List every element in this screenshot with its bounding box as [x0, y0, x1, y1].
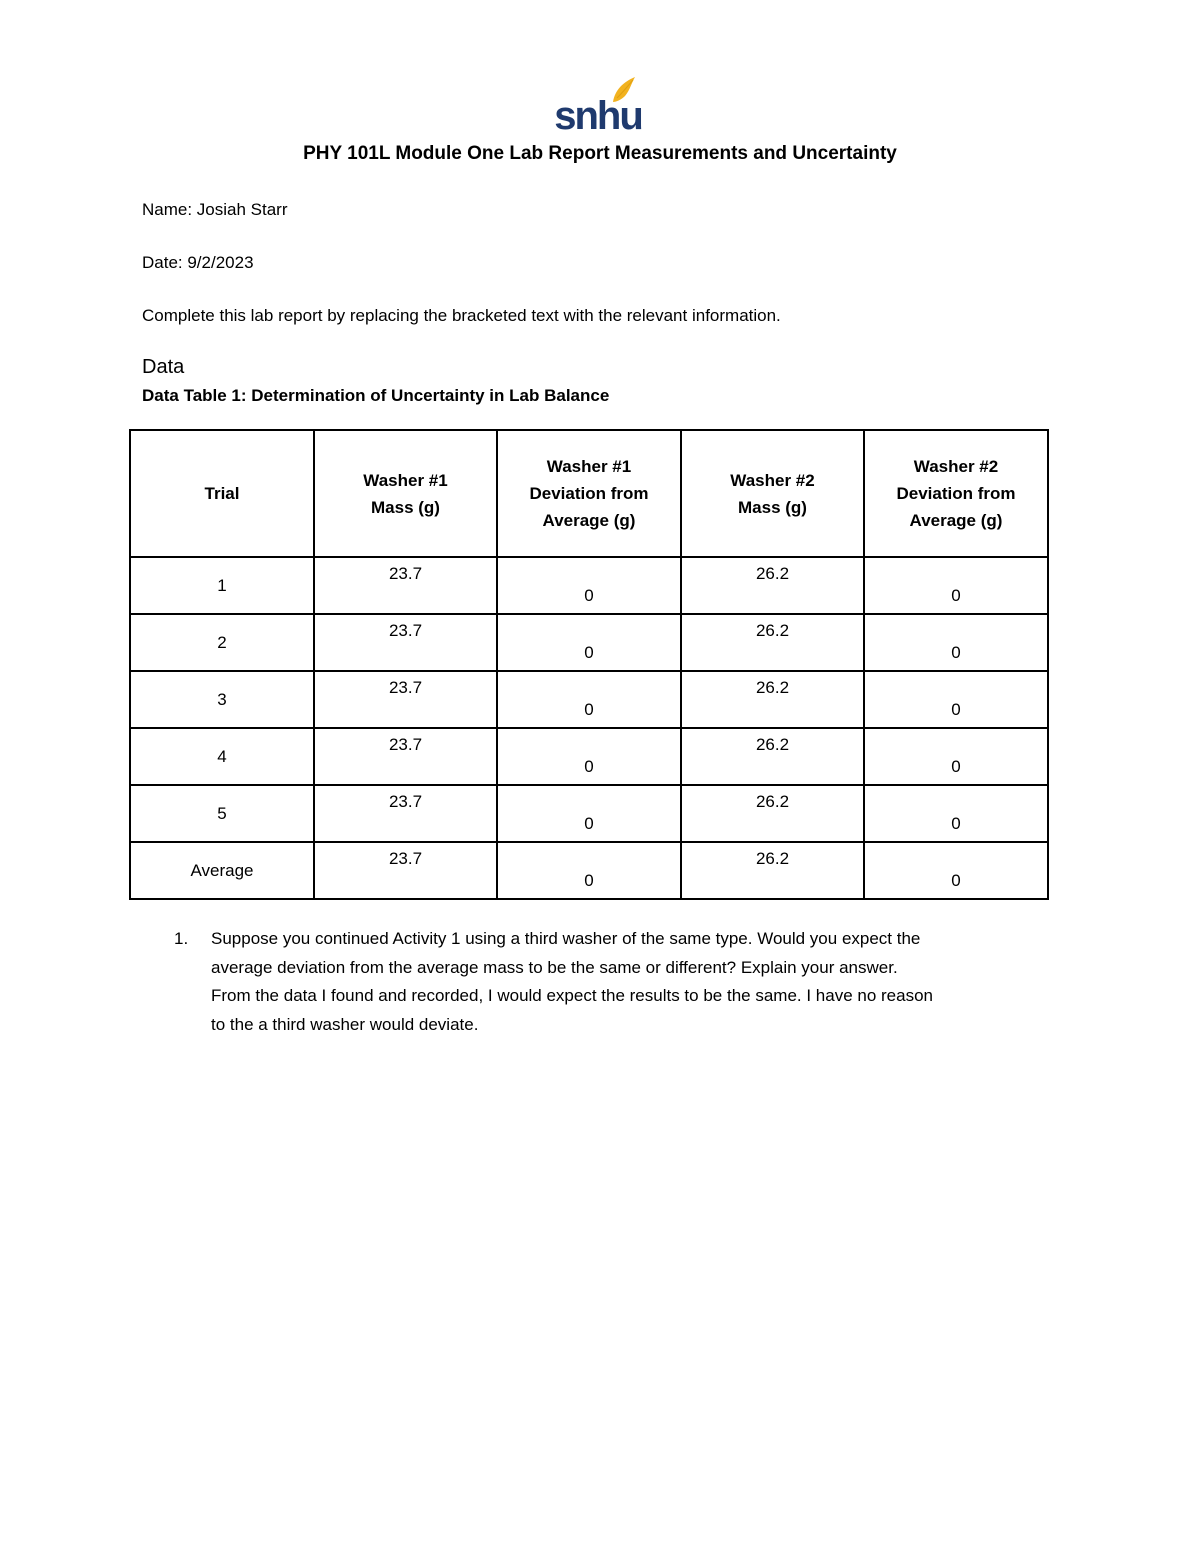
header-line: Average (g): [542, 511, 636, 530]
washer1-mass-value: 23.7: [388, 849, 423, 868]
question-line: average deviation from the average mass to be the same or different? Explain your answer.: [211, 957, 898, 977]
page-title: PHY 101L Module One Lab Report Measurements and Uncertainty: [303, 143, 897, 164]
snhu-logo: [553, 72, 643, 134]
washer1-mass-cell: [314, 671, 497, 728]
header-washer1-deviation: [497, 430, 681, 557]
washer1-mass-cell: [314, 785, 497, 842]
washer2-mass-cell: [681, 728, 864, 785]
washer2-deviation-cell: [864, 785, 1048, 842]
washer2-deviation-cell: [864, 842, 1048, 899]
washer1-mass-value: 23.7: [388, 621, 423, 640]
question-number: 1.: [174, 929, 189, 948]
washer2-deviation-value: 0: [951, 700, 961, 719]
question-1: [174, 925, 1074, 1039]
answer-line: to the a third washer would deviate.: [211, 1014, 479, 1034]
washer1-mass-value: 23.7: [388, 678, 423, 697]
washer2-deviation-value: 0: [951, 814, 961, 833]
trial-cell: 3: [130, 671, 314, 728]
washer1-deviation-value: 0: [584, 586, 594, 605]
table-row: [130, 557, 1048, 614]
washer1-deviation-cell: [497, 842, 681, 899]
table-row-average: [130, 842, 1048, 899]
washer1-deviation-cell: [497, 614, 681, 671]
trial-cell: 5: [130, 785, 314, 842]
header-washer2-mass: [681, 430, 864, 557]
header-line: Deviation from: [529, 484, 649, 503]
trial-cell: 2: [130, 614, 314, 671]
washer2-mass-value: 26.2: [755, 564, 790, 583]
washer2-mass-cell: [681, 557, 864, 614]
washer2-mass-value: 26.2: [755, 792, 790, 811]
header-line: Washer #2: [913, 457, 999, 476]
name-line: Name: Josiah Starr: [142, 200, 288, 219]
washer1-mass-value: 23.7: [388, 792, 423, 811]
header-washer2-deviation: [864, 430, 1048, 557]
header-line: Washer #1: [363, 470, 448, 490]
question-body: [211, 925, 1074, 1039]
washer2-deviation-cell: [864, 614, 1048, 671]
washer1-mass-cell: [314, 557, 497, 614]
header-washer1-mass: [314, 430, 497, 557]
washer2-mass-cell: [681, 671, 864, 728]
washer2-mass-value: 26.2: [755, 849, 790, 868]
trial-cell: 1: [130, 557, 314, 614]
header-trial-line: Trial: [204, 484, 240, 503]
header-line: Mass (g): [738, 497, 807, 517]
washer1-deviation-cell: [497, 785, 681, 842]
washer2-deviation-value: 0: [951, 586, 961, 605]
washer1-deviation-value: 0: [584, 871, 594, 890]
table-row: [130, 728, 1048, 785]
header-line: Average (g): [909, 511, 1003, 530]
washer2-deviation-cell: [864, 557, 1048, 614]
trial-cell: 4: [130, 728, 314, 785]
header-trial: [130, 430, 314, 557]
table-caption: Data Table 1: Determination of Uncertainty in Lab Balance: [142, 386, 610, 405]
header-line: Washer #2: [730, 470, 815, 490]
header-line: Washer #1: [546, 457, 632, 476]
instructions-text: Complete this lab report by replacing the bracketed text with the relevant information.: [142, 306, 781, 325]
trial-cell: Average: [130, 842, 314, 899]
logo-text: snhu: [554, 94, 642, 134]
data-table: [129, 429, 1049, 900]
table-row: [130, 614, 1048, 671]
washer2-mass-cell: [681, 785, 864, 842]
washer2-mass-cell: [681, 614, 864, 671]
washer2-deviation-cell: [864, 671, 1048, 728]
header-line: Deviation from: [896, 484, 1016, 503]
washer2-deviation-value: 0: [951, 643, 961, 662]
washer2-deviation-value: 0: [951, 871, 961, 890]
washer1-mass-cell: [314, 728, 497, 785]
washer1-deviation-value: 0: [584, 700, 594, 719]
answer-line: From the data I found and recorded, I would expect the results to be the same. I have no reason: [211, 986, 933, 1005]
section-heading: Data: [142, 356, 185, 378]
washer2-mass-value: 26.2: [755, 621, 790, 640]
washer1-mass-value: 23.7: [388, 564, 423, 583]
washer2-mass-cell: [681, 842, 864, 899]
washer1-deviation-cell: [497, 728, 681, 785]
table-row: [130, 785, 1048, 842]
table-header-row: [130, 430, 1048, 557]
washer1-mass-cell: [314, 614, 497, 671]
washer1-deviation-value: 0: [584, 814, 594, 833]
date-line: Date: 9/2/2023: [142, 253, 254, 272]
washer1-deviation-value: 0: [584, 757, 594, 776]
washer1-deviation-value: 0: [584, 643, 594, 662]
table-row: [130, 671, 1048, 728]
washer2-mass-value: 26.2: [755, 735, 790, 754]
washer1-deviation-cell: [497, 671, 681, 728]
washer1-mass-value: 23.7: [388, 735, 423, 754]
header-line: Mass (g): [371, 497, 440, 517]
washer1-mass-cell: [314, 842, 497, 899]
washer2-deviation-cell: [864, 728, 1048, 785]
question-line: Suppose you continued Activity 1 using a third washer of the same type. Would you expect the: [211, 929, 921, 948]
washer1-deviation-cell: [497, 557, 681, 614]
washer2-deviation-value: 0: [951, 757, 961, 776]
washer2-mass-value: 26.2: [755, 678, 790, 697]
